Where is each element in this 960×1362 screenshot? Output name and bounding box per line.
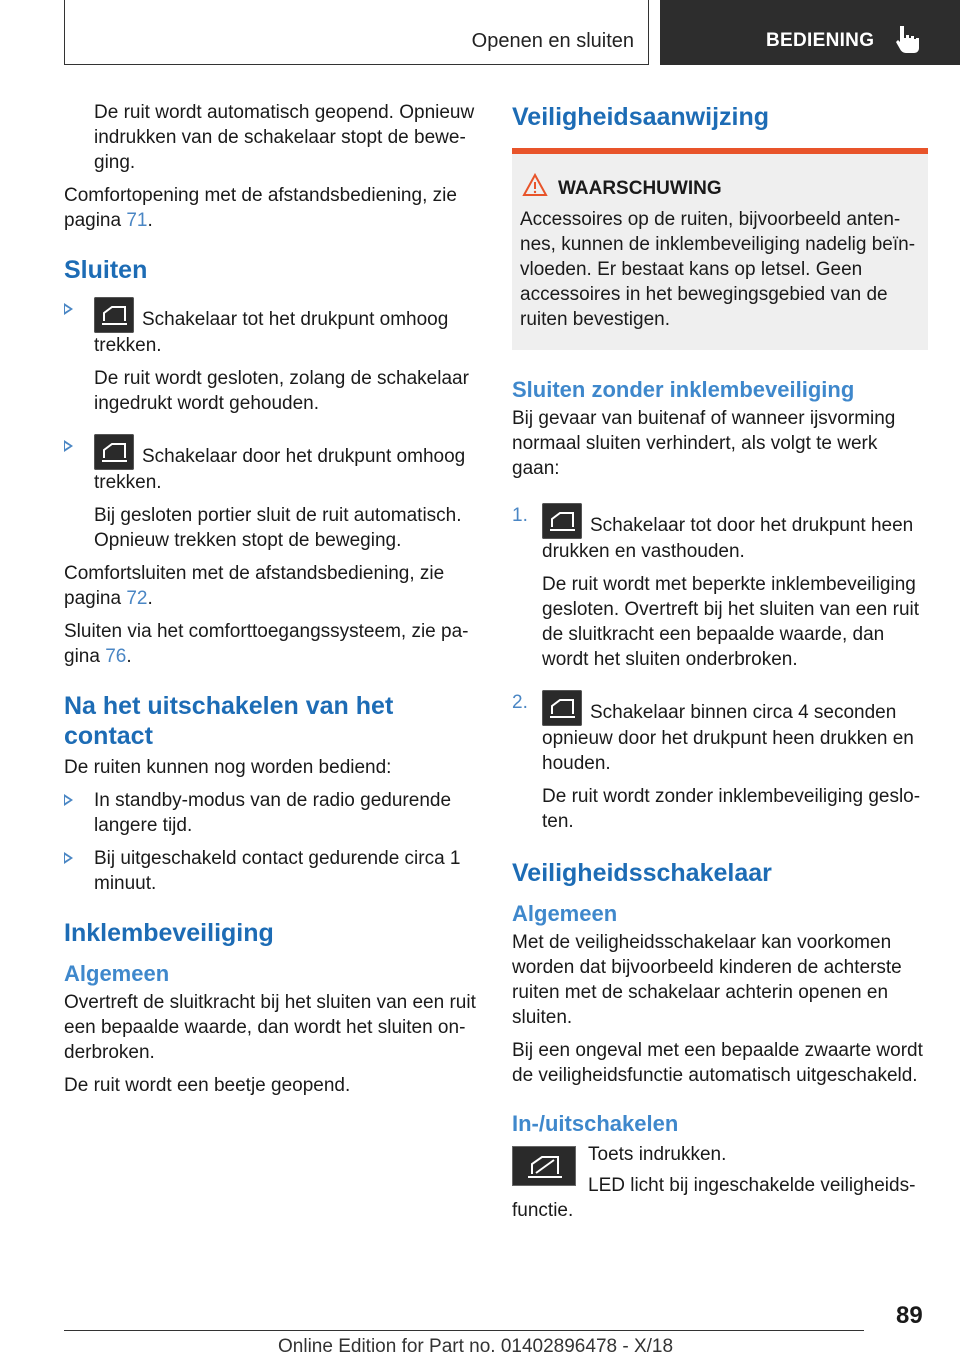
left-column: [64, 100, 484, 1106]
numbered-item-text: [542, 503, 928, 564]
list-item-text: [94, 297, 484, 358]
right-column: [512, 100, 928, 1231]
numbered-item-text: [542, 690, 928, 776]
heading-inklembeveiliging: Inklembeveiliging: [64, 919, 274, 947]
header-chapter-box: [660, 0, 960, 65]
window-switch-icon: [542, 503, 582, 539]
chapter-title: BEDIENING: [766, 30, 875, 51]
safety-switch-block: [512, 1142, 928, 1223]
paragraph: Met de veiligheidsschakelaar kan voorkomen worden dat bijvoorbeeld kinderen de achterste ruiten met de schakelaar achterin openen en sluiten.: [512, 932, 902, 1028]
paragraph: [64, 183, 484, 233]
window-switch-icon: [94, 297, 134, 333]
step-number: 2.: [512, 692, 528, 713]
triangle-bullet-icon: [64, 852, 73, 864]
warning-box: [512, 148, 928, 350]
footer-edition: Online Edition for Part no. 01402896478 - X/18: [278, 1336, 674, 1357]
paragraph: LED licht bij ingeschakelde veiligheidsfunctie.: [512, 1175, 916, 1221]
text: WAARSCHUWING: [558, 178, 722, 199]
numbered-item: [512, 690, 928, 834]
list-item-text: In standby-modus van de radio gedurende langere tijd.: [94, 790, 452, 836]
warning-text: Accessoires op de ruiten, bijvoorbeeld antennes, kunnen de inklembeveiliging nadelig beïnvloeden. Er bestaat kans op letsel. Geen accessoires in het bewegingsgebied van de ruiten bevestigen.: [520, 209, 916, 330]
triangle-bullet-icon: [64, 440, 73, 452]
footer-divider: [64, 1330, 864, 1331]
text: .: [147, 588, 153, 609]
text: Comfortopening met de afstandsbediening, zie pagina: [64, 185, 457, 231]
triangle-bullet-icon: [64, 794, 73, 806]
header-section-box: [64, 0, 649, 65]
heading-sluiten: Sluiten: [64, 256, 148, 284]
text: .: [126, 646, 132, 667]
page-link-76[interactable]: 76: [105, 646, 127, 667]
paragraph: [64, 619, 484, 669]
numbered-item-subtext: De ruit wordt met beperkte inklembeveiliging gesloten. Overtreft bij het sluiten van een ruit de sluitkracht een bepaalde waarde, dan wordt het sluiten onderbroken.: [542, 574, 920, 670]
pointing-hand-icon: [894, 24, 922, 54]
heading-veiligheidsaanwijzing: Veiligheidsaanwijzing: [512, 103, 770, 131]
heading-veiligheidsschakelaar: Veiligheidsschakelaar: [512, 859, 772, 887]
text: .: [147, 210, 153, 231]
list-item-subtext: De ruit wordt gesloten, zolang de schakelaar ingedrukt wordt gehouden.: [94, 368, 469, 414]
text: Schakelaar binnen circa 4 seconden opnieuw door het drukpunt heen drukken en houden.: [542, 702, 914, 774]
text: Comfortsluiten met de afstandsbediening, zie pagina: [64, 563, 445, 609]
paragraph: [64, 561, 484, 611]
list-item-text: [94, 434, 484, 495]
page-link-72[interactable]: 72: [126, 588, 148, 609]
subheading-algemeen: Algemeen: [64, 961, 170, 986]
window-lock-switch-icon: [512, 1146, 576, 1186]
subheading-sluiten-zonder: Sluiten zonder inklembeveiliging: [512, 377, 855, 402]
section-title: Openen en sluiten: [471, 30, 634, 52]
list-item: [64, 434, 484, 553]
warning-triangle-icon: [522, 173, 548, 197]
list-item: [64, 846, 484, 896]
paragraph: De ruit wordt een beetje geopend.: [64, 1075, 351, 1096]
heading-na-uitschakelen: Na het uitschakelen van het contact: [64, 692, 394, 750]
text: Sluiten via het comforttoegangssysteem, zie pagina: [64, 621, 469, 667]
triangle-bullet-icon: [64, 303, 73, 315]
paragraph: Bij een ongeval met een bepaalde zwaarte wordt de veiligheidsfunctie automatisch uitgeschakeld.: [512, 1040, 923, 1086]
text: Schakelaar tot het drukpunt omhoog trekken.: [94, 309, 449, 356]
list-item-subtext: Bij gesloten portier sluit de ruit automatisch. Opnieuw trekken stopt de beweging.: [94, 505, 462, 551]
window-switch-icon: [542, 690, 582, 726]
paragraph: De ruit wordt automatisch geopend. Opnieuw indrukken van de schakelaar stopt de beweging.: [94, 102, 475, 173]
paragraph: Bij gevaar van buitenaf of wanneer ijsvorming normaal sluiten verhindert, als volgt te werk gaan:: [512, 408, 896, 479]
subheading-in-uitschakelen: In-/uitschakelen: [512, 1111, 679, 1136]
list-item-text: Bij uitgeschakeld contact gedurende circa 1 minuut.: [94, 848, 461, 894]
list-item: [64, 297, 484, 416]
text: Schakelaar tot door het drukpunt heen drukken en vasthouden.: [542, 515, 914, 562]
step-number: 1.: [512, 505, 528, 526]
page-number: 89: [896, 1302, 923, 1329]
numbered-item: [512, 503, 928, 672]
paragraph: De ruiten kunnen nog worden bediend:: [64, 757, 392, 778]
text: Schakelaar door het drukpunt omhoog trekken.: [94, 446, 466, 493]
list-item: [64, 788, 484, 838]
numbered-item-subtext: De ruit wordt zonder inklembeveiliging gesloten.: [542, 786, 921, 832]
paragraph: Toets indrukken.: [588, 1144, 727, 1165]
paragraph: Overtreft de sluitkracht bij het sluiten van een ruit een bepaalde waarde, dan wordt het sluiten onderbroken.: [64, 992, 476, 1063]
warning-title: [520, 176, 920, 201]
page-link-71[interactable]: 71: [126, 210, 148, 231]
subheading-algemeen: Algemeen: [512, 901, 618, 926]
window-switch-icon: [94, 434, 134, 470]
